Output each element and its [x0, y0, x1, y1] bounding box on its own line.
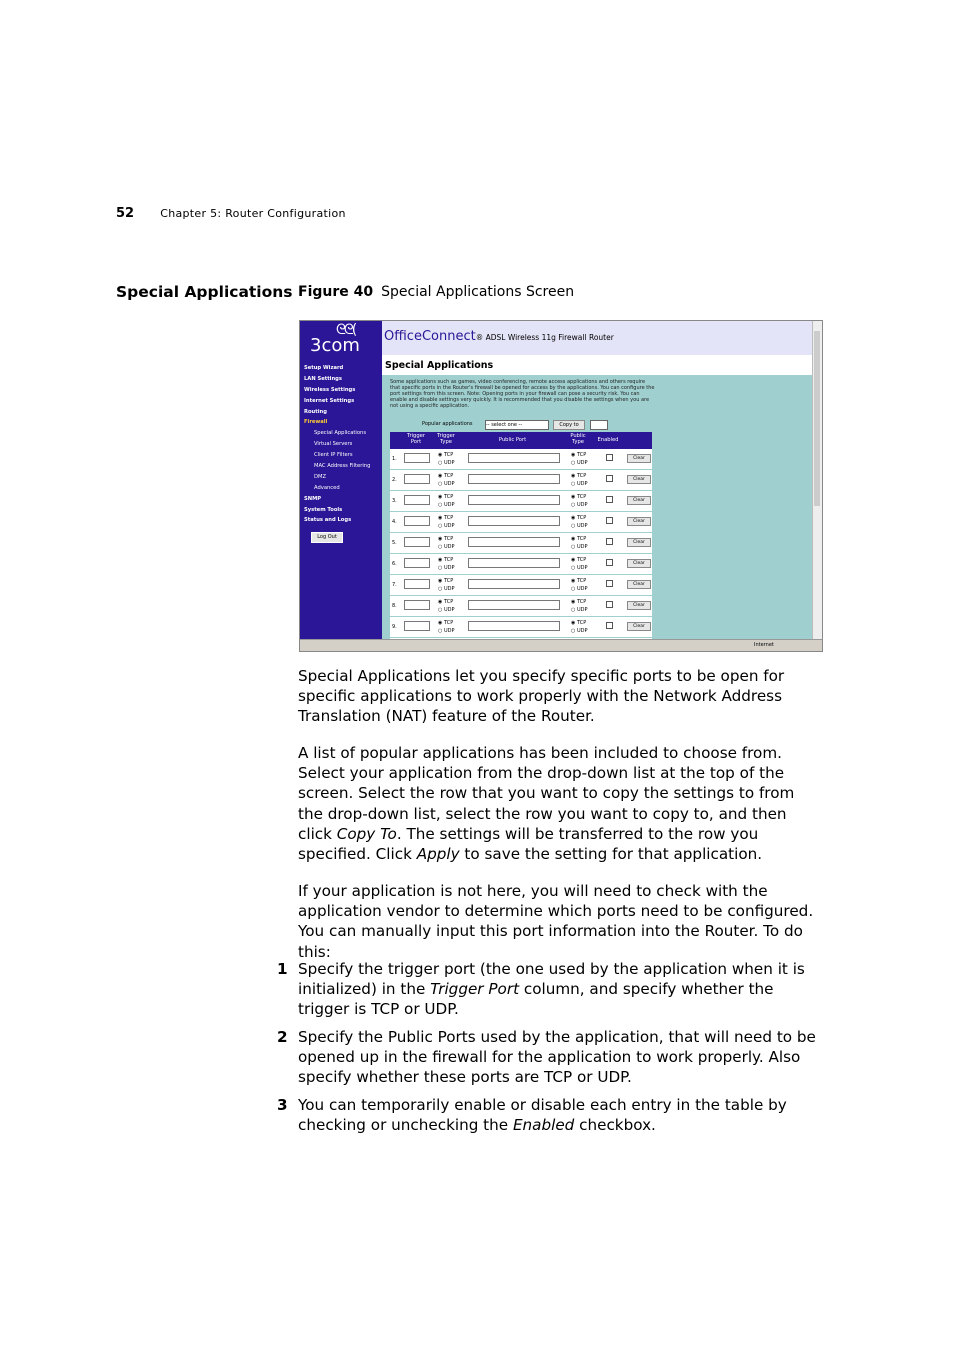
trigger-port-input[interactable] — [404, 558, 430, 568]
page-number: 52 — [116, 206, 135, 221]
col-public-type: Public Type — [570, 433, 586, 445]
paragraph-2: A list of popular applications has been included to choose from. Select your application from the drop-down list at the top of the screen. Select the row that you want to copy the settings to from the drop-down list, select the row you want to copy to, and then click Copy To. The settings will be transferred to the row you specified. Click Apply to save the setting for that application. — [298, 744, 795, 864]
nav-item[interactable]: Virtual Servers — [314, 441, 353, 448]
nav-item[interactable]: Client IP Filters — [314, 452, 353, 459]
table-row — [390, 554, 652, 575]
trigger-type-radios[interactable]: ◉ TCP ○ UDP — [438, 599, 455, 613]
step-1: 1 Specify the trigger port (the one used by the application when it is initialized) in the Trigger Port column, and specify whether the trigger is TCP or UDP. — [277, 960, 805, 1019]
page-title: Special Applications — [385, 360, 494, 371]
nav-item[interactable]: Firewall — [304, 419, 328, 426]
col-trigger-type: Trigger Type — [437, 433, 455, 445]
nav-item[interactable]: Special Applications — [314, 430, 367, 437]
nav-item[interactable]: DMZ — [314, 473, 327, 480]
figure-title: Special Applications Screen — [381, 284, 575, 300]
logo-swirl-icon: ᘓᘓ( — [336, 322, 356, 338]
scroll-thumb[interactable] — [814, 331, 820, 506]
nav-item[interactable]: SNMP — [304, 495, 322, 502]
nav-item[interactable]: Setup Wizard — [304, 365, 344, 371]
trigger-type-radios[interactable]: ◉ TCP ○ UDP — [438, 536, 455, 550]
status-bar — [300, 639, 822, 651]
public-port-input[interactable] — [468, 474, 560, 484]
public-port-input[interactable] — [468, 600, 560, 610]
clear-button[interactable]: Clear — [627, 475, 651, 484]
public-port-input[interactable] — [468, 495, 560, 505]
trigger-type-radios[interactable]: ◉ TCP ○ UDP — [438, 473, 455, 487]
nav-item[interactable]: Advanced — [314, 484, 340, 491]
ports-table — [390, 432, 652, 652]
step-3: 3 You can temporarily enable or disable each entry in the table by checking or unchecking the Enabled checkbox. — [277, 1096, 787, 1135]
nav-item[interactable]: LAN Settings — [304, 375, 342, 382]
trigger-port-input[interactable] — [404, 516, 430, 526]
trigger-type-radios[interactable]: ◉ TCP ○ UDP — [438, 515, 455, 529]
row-number: 9. — [392, 624, 397, 630]
router-screenshot — [299, 320, 823, 652]
public-type-radios[interactable]: ◉ TCP ○ UDP — [571, 452, 588, 466]
table-row — [390, 491, 652, 512]
trigger-type-radios[interactable]: ◉ TCP ○ UDP — [438, 557, 455, 571]
page-heading — [382, 355, 812, 375]
nav-item[interactable]: Status and Logs — [304, 517, 352, 524]
public-type-radios[interactable]: ◉ TCP ○ UDP — [571, 473, 588, 487]
row-number: 2. — [392, 477, 397, 483]
public-type-radios[interactable]: ◉ TCP ○ UDP — [571, 620, 588, 634]
public-port-input[interactable] — [468, 453, 560, 463]
popular-select[interactable]: -- select one -- — [485, 420, 549, 430]
table-row — [390, 617, 652, 638]
table-row — [390, 512, 652, 533]
clear-button[interactable]: Clear — [627, 622, 651, 631]
clear-button[interactable]: Clear — [627, 580, 651, 589]
public-type-radios[interactable]: ◉ TCP ○ UDP — [571, 536, 588, 550]
table-row — [390, 449, 652, 470]
public-type-radios[interactable]: ◉ TCP ○ UDP — [571, 578, 588, 592]
enabled-checkbox[interactable] — [606, 601, 613, 608]
enabled-checkbox[interactable] — [606, 475, 613, 482]
clear-button[interactable]: Clear — [627, 496, 651, 505]
public-port-input[interactable] — [468, 621, 560, 631]
popular-label: Popular applications — [422, 421, 473, 427]
copy-row-select[interactable] — [590, 420, 608, 430]
clear-button[interactable]: Clear — [627, 601, 651, 610]
enabled-checkbox[interactable] — [606, 517, 613, 524]
page-header — [116, 206, 346, 221]
nav-item[interactable]: MAC Address Filtering — [314, 463, 371, 470]
step-2: 2 Specify the Public Ports used by the application, that will need to be opened up in the firewall for the application to work properly. Also specify whether these ports are TCP or UDP. — [277, 1028, 816, 1087]
public-type-radios[interactable]: ◉ TCP ○ UDP — [571, 599, 588, 613]
table-body — [390, 449, 652, 652]
trigger-port-input[interactable] — [404, 579, 430, 589]
row-number: 5. — [392, 540, 397, 546]
nav-list — [304, 363, 382, 526]
row-number: 8. — [392, 603, 397, 609]
public-type-radios[interactable]: ◉ TCP ○ UDP — [571, 515, 588, 529]
section-title: Special Applications — [116, 283, 293, 301]
row-number: 7. — [392, 582, 397, 588]
status-zone: Internet — [754, 642, 774, 648]
trigger-port-input[interactable] — [404, 495, 430, 505]
table-row — [390, 596, 652, 617]
clear-button[interactable]: Clear — [627, 454, 651, 463]
table-row — [390, 533, 652, 554]
brand-name: OfficeConnect — [384, 329, 476, 344]
row-number: 6. — [392, 561, 397, 567]
trigger-port-input[interactable] — [404, 474, 430, 484]
enabled-checkbox[interactable] — [606, 580, 613, 587]
public-port-input[interactable] — [468, 558, 560, 568]
enabled-checkbox[interactable] — [606, 454, 613, 461]
col-trigger-port: Trigger Port — [407, 433, 425, 445]
banner — [382, 321, 812, 355]
enabled-checkbox[interactable] — [606, 496, 613, 503]
product-name: ADSL Wireless 11g Firewall Router — [485, 333, 614, 342]
trigger-port-input[interactable] — [404, 537, 430, 547]
nav-item[interactable]: Internet Settings — [304, 397, 355, 404]
paragraph-1: Special Applications let you specify specific ports to be open for specific applications to work properly with the Network Address Translation (NAT) feature of the Router. — [298, 667, 785, 726]
public-type-radios[interactable]: ◉ TCP ○ UDP — [571, 557, 588, 571]
logout-button[interactable]: Log Out — [311, 532, 343, 543]
nav-item[interactable]: Routing — [304, 408, 327, 415]
row-number: 1. — [392, 456, 397, 462]
logo: 3com — [310, 335, 360, 356]
sidebar — [300, 321, 382, 639]
nav-item[interactable]: System Tools — [304, 506, 343, 513]
clear-button[interactable]: Clear — [627, 517, 651, 526]
enabled-checkbox[interactable] — [606, 622, 613, 629]
trigger-type-radios[interactable]: ◉ TCP ○ UDP — [438, 452, 455, 466]
enabled-checkbox[interactable] — [606, 538, 613, 545]
clear-button[interactable]: Clear — [627, 559, 651, 568]
public-type-radios[interactable]: ◉ TCP ○ UDP — [571, 494, 588, 508]
public-port-input[interactable] — [468, 579, 560, 589]
brand: OfficeConnect® ADSL Wireless 11g Firewall Router — [384, 329, 614, 344]
col-enabled: Enabled — [597, 437, 619, 443]
public-port-input[interactable] — [468, 537, 560, 547]
nav-item[interactable]: Wireless Settings — [304, 386, 356, 393]
enabled-checkbox[interactable] — [606, 559, 613, 566]
trigger-port-input[interactable] — [404, 600, 430, 610]
public-port-input[interactable] — [468, 516, 560, 526]
paragraph-3: If your application is not here, you will need to check with the application vendor to determine which ports need to be configured. You can manually input this port information into the Router. To do this: — [298, 882, 814, 961]
scrollbar[interactable] — [812, 321, 822, 639]
description: Some applications such as games, video conferencing, remote access applications and others require that specific ports in the Router's firewall be opened for access by the applications. You can configure the port settings from this screen. Note: Opening ports in your firewall can pose a security risk. You can enable and disable settings very quickly. It is recommended that you disable the settings when you are not using a specific application. — [390, 379, 655, 409]
table-row — [390, 470, 652, 491]
trigger-type-radios[interactable]: ◉ TCP ○ UDP — [438, 578, 455, 592]
trigger-port-input[interactable] — [404, 621, 430, 631]
copy-to-button[interactable]: Copy to — [553, 420, 585, 430]
trigger-port-input[interactable] — [404, 453, 430, 463]
trigger-type-radios[interactable]: ◉ TCP ○ UDP — [438, 494, 455, 508]
figure-label: Figure 40 — [298, 284, 374, 300]
trigger-type-radios[interactable]: ◉ TCP ○ UDP — [438, 620, 455, 634]
row-number: 4. — [392, 519, 397, 525]
table-row — [390, 575, 652, 596]
chapter-title: Chapter 5: Router Configuration — [160, 207, 346, 220]
figure-caption — [298, 284, 574, 300]
row-number: 3. — [392, 498, 397, 504]
col-public-port: Public Port — [498, 437, 527, 443]
clear-button[interactable]: Clear — [627, 538, 651, 547]
table-header — [390, 432, 652, 449]
